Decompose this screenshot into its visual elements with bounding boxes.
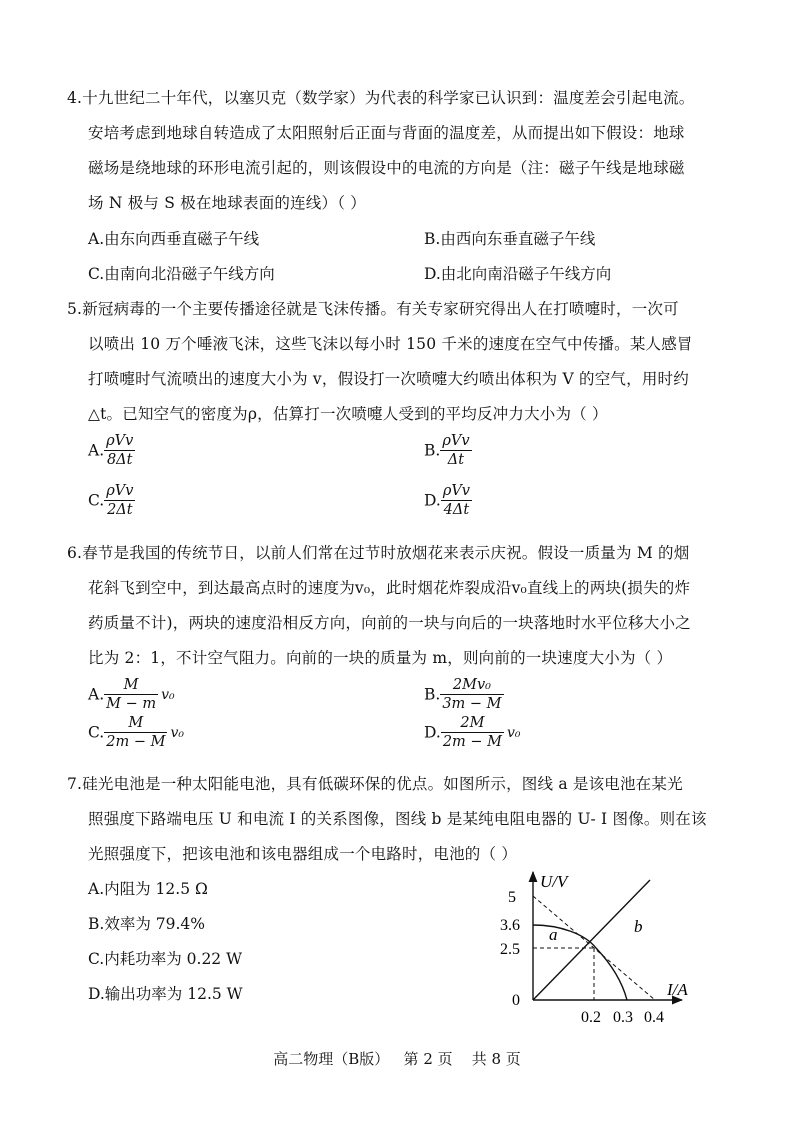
q6-option-c-denominator: 2m − M (106, 734, 166, 750)
q6-option-c[interactable] (88, 714, 184, 751)
q6-option-d-numerator: 2M (441, 714, 504, 733)
q6-option-c-suffix: v₀ (170, 724, 184, 741)
q5-option-d[interactable] (424, 482, 472, 519)
q7-option-a[interactable]: A.内阻为 12.5 Ω (88, 880, 208, 898)
q7-option-c[interactable]: C.内耗功率为 0.22 W (88, 950, 243, 968)
q6-line-3: 药质量不计)，两块的速度沿相反方向，向前的一块与向后的一块落地时水平位移大小之 (88, 614, 691, 632)
q4-line-1: 4.十九世纪二十年代，以塞贝克（数学家）为代表的科学家已认识到：温度差会引起电流。 (67, 89, 695, 107)
q6-option-b-numerator: 2Mv₀ (440, 676, 503, 695)
q6-option-b-fraction (440, 676, 503, 713)
u-i-graph (490, 862, 710, 1032)
x-tick-0.3: 0.3 (613, 1009, 633, 1026)
q5-option-b[interactable] (424, 432, 472, 469)
q7-line-3: 光照强度下，把该电池和该电器组成一个电路时，电池的（ ） (88, 845, 518, 863)
q5-line-3: 打喷嚏时气流喷出的速度大小为 v，假设打一次喷嚏大约喷出体积为 V 的空气，用时约 (88, 370, 689, 388)
q5-option-c-numerator: ρVv (106, 483, 134, 499)
q5-option-b-label: B. (424, 441, 441, 460)
q5-option-a[interactable] (88, 432, 135, 469)
q5-option-b-numerator: ρVv (442, 433, 470, 449)
q7-line-2: 照强度下路端电压 U 和电流 I 的关系图像，图线 b 是某纯电阻电器的 U- I 图像。则在该 (88, 810, 707, 828)
q4-option-a[interactable]: A.由东向西垂直磁子午线 (88, 230, 260, 248)
q5-option-a-denominator: 8Δt (106, 452, 133, 468)
q6-option-d-fraction (441, 714, 504, 751)
q5-option-d-denominator: 4Δt (443, 502, 470, 518)
q6-option-b-label: B. (424, 685, 441, 704)
y-tick-3.6: 3.6 (500, 917, 520, 934)
x-tick-0.4: 0.4 (644, 1009, 664, 1026)
y-tick-2.5: 2.5 (500, 941, 520, 958)
curve-a-label: a (549, 925, 558, 944)
line-b-label: b (634, 917, 643, 936)
q6-option-b-denominator: 3m − M (442, 696, 502, 712)
curve-a (533, 925, 627, 1000)
q6-option-a[interactable] (88, 676, 175, 713)
q5-line-1: 5.新冠病毒的一个主要传播途径就是飞沫传播。有关专家研究得出人在打喷嚏时，一次可 (67, 300, 679, 318)
y-axis-label: U/V (540, 872, 568, 891)
q5-option-d-fraction (441, 482, 472, 519)
q5-option-a-label: A. (88, 441, 105, 460)
q6-option-c-fraction (104, 714, 167, 751)
x-axis-label: I/A (667, 980, 688, 999)
q6-option-c-label: C. (88, 723, 105, 742)
q5-option-c-label: C. (88, 491, 105, 510)
q6-option-d[interactable] (424, 714, 521, 751)
y-tick-5: 5 (508, 889, 516, 906)
q5-line-4: △t。已知空气的密度为ρ，估算打一次喷嚏人受到的平均反冲力大小为（ ） (88, 405, 608, 423)
q4-option-c[interactable]: C.由南向北沿磁子午线方向 (88, 265, 275, 283)
q5-option-d-label: D. (424, 491, 441, 510)
q4-line-3: 磁场是绕地球的环形电流引起的，则该假设中的电流的方向是（注：磁子午线是地球磁 (88, 159, 685, 177)
q5-option-c-denominator: 2Δt (107, 502, 133, 518)
q6-option-b[interactable] (424, 676, 507, 713)
q6-line-4: 比为 2：1，不计空气阻力。向前的一块的质量为 m，则向前的一块速度大小为（ ） (88, 649, 673, 667)
q6-option-a-denominator: M − m (106, 696, 157, 712)
q6-option-a-label: A. (88, 685, 105, 704)
q5-line-2: 以喷出 10 万个唾液飞沫，这些飞沫以每小时 150 千米的速度在空气中传播。某人感冒 (88, 335, 693, 353)
q5-option-d-numerator: ρVv (442, 483, 470, 499)
q6-option-a-suffix: v₀ (161, 686, 175, 703)
q5-option-b-denominator: Δt (447, 452, 465, 468)
q6-option-d-suffix: v₀ (507, 724, 521, 741)
q7-option-b[interactable]: B.效率为 79.4% (88, 915, 205, 933)
page-footer: 高二物理（B版） 第 2 页 共 8 页 (273, 1050, 521, 1068)
q5-option-b-fraction (440, 432, 471, 469)
q6-option-c-numerator: M (104, 714, 167, 733)
q4-line-2: 安培考虑到地球自转造成了太阳照射后正面与背面的温度差，从而提出如下假设：地球 (88, 124, 685, 142)
origin-label: 0 (512, 992, 520, 1009)
q5-option-c-fraction (104, 482, 135, 519)
q6-line-1: 6.春节是我国的传统节日，以前人们常在过节时放烟花来表示庆祝。假设一质量为 M 的烟 (67, 544, 690, 562)
q5-option-a-fraction (104, 432, 135, 469)
q5-option-c[interactable] (88, 482, 135, 519)
q6-option-a-numerator: M (104, 676, 158, 695)
q4-option-b[interactable]: B.由西向东垂直磁子午线 (424, 230, 596, 248)
q7-line-1: 7.硅光电池是一种太阳能电池，具有低碳环保的优点。如图所示，图线 a 是该电池在某光 (67, 775, 683, 793)
q6-line-2: 花斜飞到空中，到达最高点时的速度为v₀，此时烟花炸裂成沿v₀直线上的两块(损失的炸 (88, 579, 691, 597)
x-tick-0.2: 0.2 (581, 1009, 601, 1026)
q6-option-d-denominator: 2m − M (442, 734, 503, 750)
q7-option-d[interactable]: D.输出功率为 12.5 W (88, 985, 243, 1003)
q6-option-d-label: D. (424, 723, 441, 742)
q4-line-4: 场 N 极与 S 极在地球表面的连线）（ ） (88, 194, 366, 212)
q4-option-d[interactable]: D.由北向南沿磁子午线方向 (424, 265, 612, 283)
q5-option-a-numerator: ρVv (106, 433, 134, 449)
q6-option-a-fraction (104, 676, 158, 713)
